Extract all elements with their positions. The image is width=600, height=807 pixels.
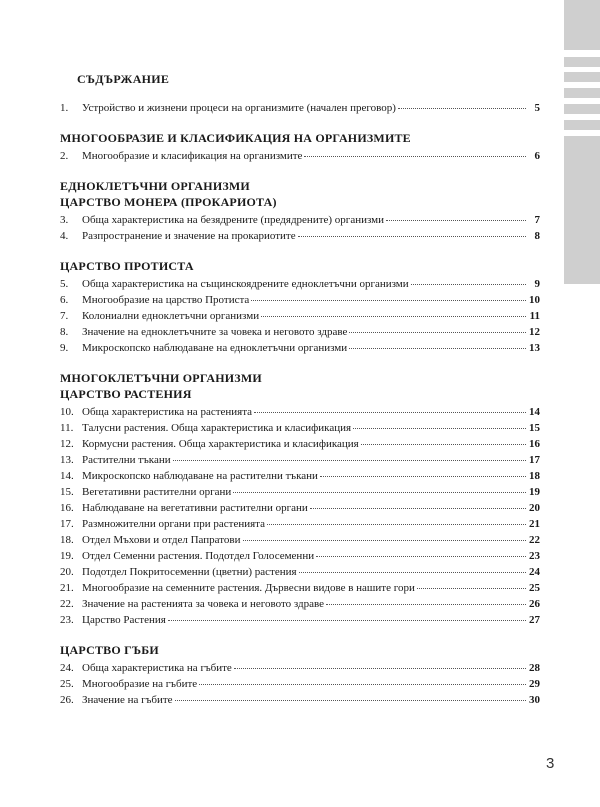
entry-title: Обща характеристика на безядрените (предядрените) организми — [82, 214, 385, 226]
entry-title: Колониални едноклетъчни организми — [82, 310, 260, 322]
entry-number: 6. — [60, 294, 69, 306]
entry-number: 1. — [60, 102, 69, 114]
entry-number: 26. — [60, 694, 74, 706]
dot-leader — [320, 466, 526, 477]
entry-page-number: 7 — [534, 214, 540, 226]
entry-number: 20. — [60, 566, 74, 578]
entry-number: 22. — [60, 598, 74, 610]
entry-number: 8. — [60, 326, 69, 338]
dot-leader — [349, 322, 526, 333]
entry-page-number: 27 — [529, 614, 540, 626]
entry-number: 9. — [60, 342, 69, 354]
entry-title: Многообразие на царство Протиста — [82, 294, 250, 306]
entry-title: Устройство и жизнени процеси на организмите (начален преговор) — [82, 102, 396, 114]
toc-section — [60, 100, 540, 116]
entry-number: 17. — [60, 518, 74, 530]
dot-leader — [298, 226, 526, 237]
toc-entry[interactable] — [60, 612, 540, 628]
entry-page-number: 28 — [529, 662, 540, 674]
entry-title: Обща характеристика на растенията — [82, 406, 253, 418]
entry-number: 3. — [60, 214, 69, 226]
dot-leader — [199, 674, 526, 685]
entry-page-number: 8 — [534, 230, 540, 242]
entry-page-number: 17 — [529, 454, 540, 466]
toc-section — [60, 642, 540, 708]
entry-title: Подотдел Покритосеменни (цветни) растения — [82, 566, 297, 578]
dot-leader — [411, 274, 526, 285]
entry-title: Наблюдаване на вегетативни растителни органи — [82, 502, 308, 514]
section-heading: ЦАРСТВО МОНЕРА (ПРОКАРИОТА) — [60, 195, 277, 209]
entry-page-number: 5 — [534, 102, 540, 114]
entry-title: Значение на едноклетъчните за човека и неговото здраве — [82, 326, 348, 338]
dot-leader — [326, 594, 526, 605]
toc-sections — [60, 100, 540, 708]
entry-number: 18. — [60, 534, 74, 546]
side-tab — [564, 72, 600, 82]
dot-leader — [304, 146, 526, 157]
entry-page-number: 15 — [529, 422, 540, 434]
toc-entry[interactable] — [60, 692, 540, 708]
entry-title: Разпространение и значение на прокариотите — [82, 230, 296, 242]
side-tab — [564, 57, 600, 67]
table-of-contents — [60, 70, 540, 722]
entry-title: Многообразие на гъбите — [82, 678, 198, 690]
entry-title: Царство Растения — [82, 614, 166, 626]
dot-leader — [173, 450, 526, 461]
entry-page-number: 26 — [529, 598, 540, 610]
entry-page-number: 29 — [529, 678, 540, 690]
entry-title: Микроскопско наблюдаване на едноклетъчни организми — [82, 342, 348, 354]
entry-page-number: 21 — [529, 518, 540, 530]
entry-title: Отдел Мъхови и отдел Папратови — [82, 534, 241, 546]
toc-section — [60, 370, 540, 628]
entry-title: Отдел Семенни растения. Подотдел Голосеменни — [82, 550, 315, 562]
side-tab — [564, 104, 600, 114]
dot-leader — [233, 482, 526, 493]
dot-leader — [261, 306, 526, 317]
entry-number: 10. — [60, 406, 74, 418]
toc-title: СЪДЪРЖАНИЕ — [77, 72, 170, 86]
entry-number: 7. — [60, 310, 69, 322]
dot-leader — [251, 290, 526, 301]
side-tabs — [564, 0, 600, 807]
toc-entry[interactable] — [60, 100, 540, 116]
entry-page-number: 20 — [529, 502, 540, 514]
dot-leader — [310, 498, 526, 509]
entry-number: 15. — [60, 486, 74, 498]
section-heading: МНОГООБРАЗИЕ И КЛАСИФИКАЦИЯ НА ОРГАНИЗМИТЕ — [60, 131, 411, 145]
entry-number: 2. — [60, 150, 69, 162]
entry-number: 16. — [60, 502, 74, 514]
entry-number: 4. — [60, 230, 69, 242]
entry-number: 11. — [60, 422, 74, 434]
dot-leader — [398, 98, 526, 109]
side-tab — [564, 136, 600, 284]
entry-title: Растителни тъкани — [82, 454, 171, 466]
dot-leader — [175, 690, 526, 701]
entry-number: 24. — [60, 662, 74, 674]
section-heading: ЦАРСТВО ПРОТИСТА — [60, 259, 194, 273]
entry-page-number: 16 — [529, 438, 540, 450]
dot-leader — [267, 514, 526, 525]
entry-page-number: 6 — [534, 150, 540, 162]
toc-section — [60, 258, 540, 356]
entry-page-number: 19 — [529, 486, 540, 498]
entry-number: 25. — [60, 678, 74, 690]
dot-leader — [254, 402, 526, 413]
entry-page-number: 25 — [529, 582, 540, 594]
dot-leader — [417, 578, 526, 589]
entry-page-number: 14 — [529, 406, 540, 418]
page-number: 3 — [546, 755, 555, 772]
section-heading: ЦАРСТВО РАСТЕНИЯ — [60, 387, 192, 401]
entry-title: Обща характеристика на гъбите — [82, 662, 232, 674]
side-tab — [564, 0, 600, 50]
entry-number: 13. — [60, 454, 74, 466]
dot-leader — [386, 210, 526, 221]
entry-title: Кормусни растения. Обща характеристика и класификация — [82, 438, 359, 450]
entry-title: Вегетативни растителни органи — [82, 486, 232, 498]
entry-number: 12. — [60, 438, 74, 450]
dot-leader — [168, 610, 526, 621]
entry-page-number: 13 — [529, 342, 540, 354]
toc-entry[interactable] — [60, 228, 540, 244]
side-tab — [564, 88, 600, 98]
entry-page-number: 30 — [529, 694, 540, 706]
entry-title: Многообразие на семенните растения. Дървесни видове в нашите гори — [82, 582, 415, 594]
toc-section — [60, 130, 540, 164]
entry-title: Обща характеристика на същинскоядрените едноклетъчни организми — [82, 278, 409, 290]
entry-page-number: 23 — [529, 550, 540, 562]
dot-leader — [299, 562, 526, 573]
entry-page-number: 18 — [529, 470, 540, 482]
entry-number: 19. — [60, 550, 74, 562]
entry-title: Многообразие и класификация на организмите — [82, 150, 303, 162]
dot-leader — [361, 434, 526, 445]
entry-page-number: 24 — [529, 566, 540, 578]
section-heading: ЕДНОКЛЕТЪЧНИ ОРГАНИЗМИ — [60, 179, 250, 193]
entry-title: Микроскопско наблюдаване на растителни тъкани — [82, 470, 318, 482]
toc-entry[interactable] — [60, 148, 540, 164]
entry-number: 23. — [60, 614, 74, 626]
dot-leader — [349, 338, 526, 349]
section-heading: ЦАРСТВО ГЪБИ — [60, 643, 159, 657]
entry-number: 5. — [60, 278, 69, 290]
entry-number: 14. — [60, 470, 74, 482]
entry-number: 21. — [60, 582, 74, 594]
dot-leader — [234, 658, 526, 669]
entry-page-number: 9 — [534, 278, 540, 290]
entry-title: Талусни растения. Обща характеристика и класификация — [82, 422, 352, 434]
dot-leader — [243, 530, 527, 541]
entry-title: Размножителни органи при растенията — [82, 518, 266, 530]
entry-page-number: 12 — [529, 326, 540, 338]
toc-entry[interactable] — [60, 340, 540, 356]
entry-page-number: 22 — [529, 534, 540, 546]
entry-page-number: 10 — [529, 294, 540, 306]
entry-page-number: 11 — [529, 310, 540, 322]
dot-leader — [353, 418, 526, 429]
toc-section — [60, 178, 540, 244]
section-heading: МНОГОКЛЕТЪЧНИ ОРГАНИЗМИ — [60, 371, 262, 385]
entry-title: Значение на растенията за човека и неговото здраве — [82, 598, 325, 610]
dot-leader — [316, 546, 526, 557]
entry-title: Значение на гъбите — [82, 694, 173, 706]
side-tab — [564, 120, 600, 130]
